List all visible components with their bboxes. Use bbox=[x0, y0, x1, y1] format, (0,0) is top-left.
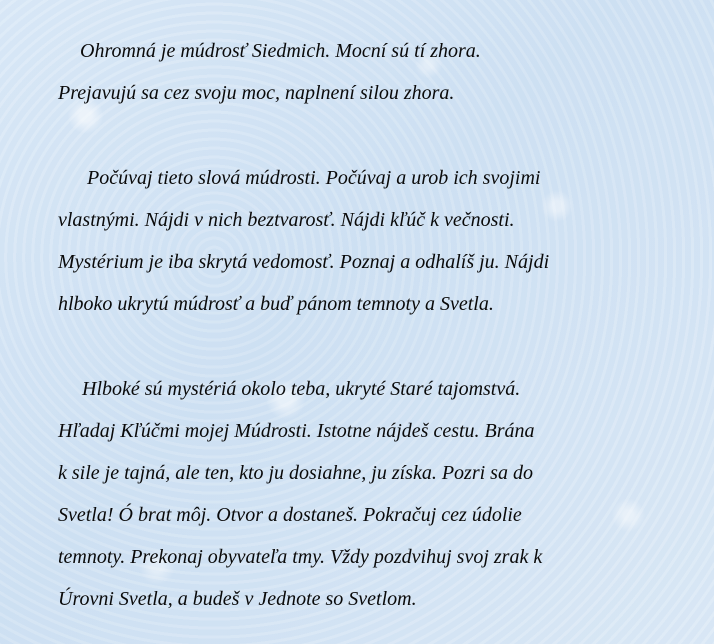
text-line: Mystérium je iba skrytá vedomosť. Poznaj a odhalíš ju. Nájdi bbox=[58, 251, 550, 273]
text-line: Ohromná je múdrosť Siedmich. Mocní sú tí zhora. bbox=[80, 40, 481, 62]
document-page bbox=[58, 30, 668, 620]
paragraph-3 bbox=[58, 368, 668, 620]
text-line: k sile je tajná, ale ten, kto ju dosiahne, ju získa. Pozri sa do bbox=[58, 462, 533, 484]
text-line: Hľadaj Kľúčmi mojej Múdrosti. Istotne nájdeš cestu. Brána bbox=[58, 420, 535, 442]
text-line: Hlboké sú mystériá okolo teba, ukryté Staré tajomstvá. bbox=[82, 378, 521, 400]
text-line: temnoty. Prekonaj obyvateľa tmy. Vždy pozdvihuj svoj zrak k bbox=[58, 546, 543, 568]
text-line: Prejavujú sa cez svoju moc, naplnení silou zhora. bbox=[58, 82, 455, 104]
text-line: Úrovni Svetla, a budeš v Jednote so Svetlom. bbox=[58, 588, 417, 610]
text-line: vlastnými. Nájdi v nich beztvarosť. Nájdi kľúč k večnosti. bbox=[58, 209, 515, 231]
paragraph-2 bbox=[58, 157, 668, 325]
text-line: Počúvaj tieto slová múdrosti. Počúvaj a urob ich svojimi bbox=[87, 167, 541, 189]
text-line: Svetla! Ó brat môj. Otvor a dostaneš. Pokračuj cez údolie bbox=[58, 504, 522, 526]
paragraph-1 bbox=[58, 30, 668, 114]
text-line: hlboko ukrytú múdrosť a buď pánom temnoty a Svetla. bbox=[58, 293, 494, 315]
